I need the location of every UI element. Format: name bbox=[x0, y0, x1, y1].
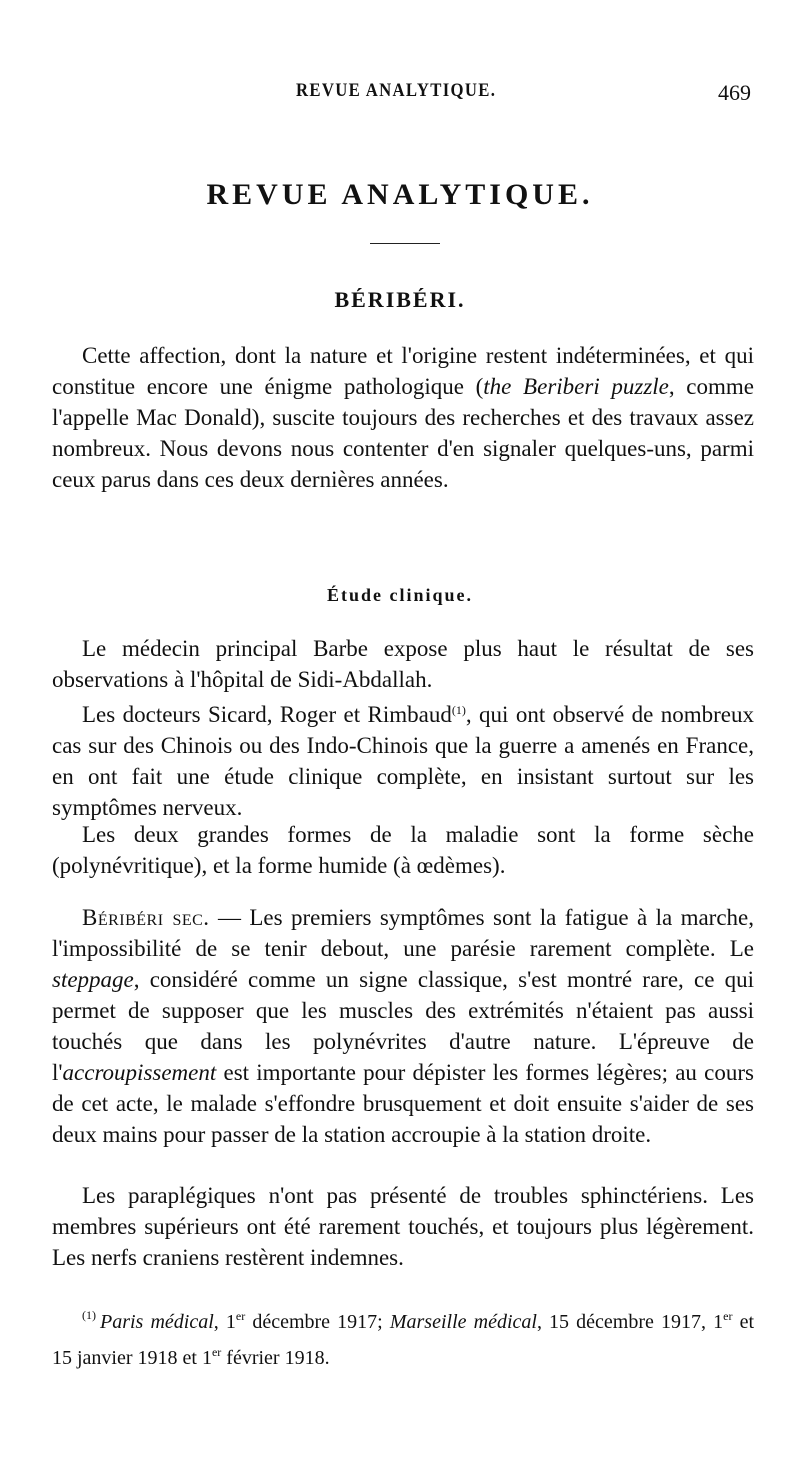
footnote-marker: (1) bbox=[82, 1308, 96, 1322]
footnote-text-2: décembre 1917; bbox=[245, 1311, 390, 1333]
footnote-italic-2: Marseille médical bbox=[389, 1311, 537, 1333]
footnote-italic-1: Paris médical bbox=[100, 1311, 214, 1333]
intro-paragraph bbox=[52, 340, 754, 495]
paragraph-paraplegiques: Les paraplégiques n'ont pas présenté de troubles sphinctériens. Les membres supérieurs ont été rarement touchés, et toujours plus légèrement. Les nerfs craniens restèrent indemnes. bbox=[52, 1183, 754, 1270]
paragraph-barbe: Le médecin principal Barbe expose plus haut le résultat de ses observations à l'hôpital de Sidi-Abdallah. bbox=[52, 636, 754, 692]
sicard-text-1: Les docteurs Sicard, Roger et Rimbaud bbox=[82, 702, 452, 727]
page-number: 469 bbox=[718, 80, 751, 105]
section-title: BÉRIBÉRI. bbox=[334, 287, 466, 312]
intro-italic: the Beriberi puzzle bbox=[483, 374, 669, 399]
intro-text-2: , comme l'appelle Mac Donald), suscite toujours des recherches et des travaux assez nombreux. Nous devons nous contenter d'en signaler quelques-uns, parmi ceux parus dans ces deux dernières années. bbox=[52, 374, 754, 492]
footnote bbox=[52, 1300, 754, 1373]
footnote-text-3: , 15 décembre 1917, 1 bbox=[536, 1311, 724, 1333]
paragraph-beriberi-sec bbox=[52, 902, 754, 1150]
title-divider bbox=[370, 243, 440, 244]
sec-italic-1: steppage bbox=[52, 967, 134, 992]
run-in-heading: Béribéri sec. bbox=[82, 905, 210, 930]
footnote-sup-3: er bbox=[211, 1345, 222, 1359]
footnote-sup-1: er bbox=[235, 1309, 246, 1323]
footnote-text-5: février 1918. bbox=[221, 1347, 330, 1369]
running-header bbox=[0, 80, 800, 110]
footnote-sup-2: er bbox=[723, 1309, 733, 1323]
footnote-text-4: et 15 janvier 1918 et 1 bbox=[52, 1311, 755, 1369]
sec-text-2: , considéré comme un signe classique, s'est montré rare, ce qui permet de supposer que les muscles des extrémités n'étaient pas aussi touchés que dans les polynévrites d'autre nature. L'épreuve de l' bbox=[52, 967, 754, 1085]
sec-italic-2: accroupissement bbox=[62, 1060, 217, 1085]
sec-text-1: — Les premiers symptômes sont la fatigue à la marche, l'impossibilité de se tenir debout, une parésie rarement complète. Le bbox=[52, 905, 755, 961]
running-title: REVUE ANALYTIQUE. bbox=[296, 80, 497, 101]
paragraph-sicard bbox=[52, 695, 754, 823]
paragraph-formes: Les deux grandes formes de la maladie sont la forme sèche (polynévritique), et la forme humide (à œdèmes). bbox=[52, 822, 754, 878]
intro-text-1: Cette affection, dont la nature et l'origine restent indéterminées, et qui constitue encore une énigme pathologique ( bbox=[52, 343, 754, 399]
sec-text-3: est importante pour dépister les formes légères; au cours de cet acte, le malade s'effondre brusquement et doit ensuite s'aider de ses deux mains pour passer de la station accroupie à la station droite. bbox=[52, 1060, 754, 1147]
footnote-text-1: , 1 bbox=[213, 1311, 236, 1333]
footnote-reference: (1) bbox=[451, 703, 466, 717]
page-title: REVUE ANALYTIQUE. bbox=[206, 178, 594, 211]
subsection-title: Étude clinique. bbox=[326, 585, 474, 605]
sicard-text-2: , qui ont observé de nombreux cas sur des Chinois ou des Indo-Chinois que la guerre a amenés en France, en ont fait une étude clinique complète, en insistant surtout sur les symptômes nerveux. bbox=[52, 702, 754, 820]
